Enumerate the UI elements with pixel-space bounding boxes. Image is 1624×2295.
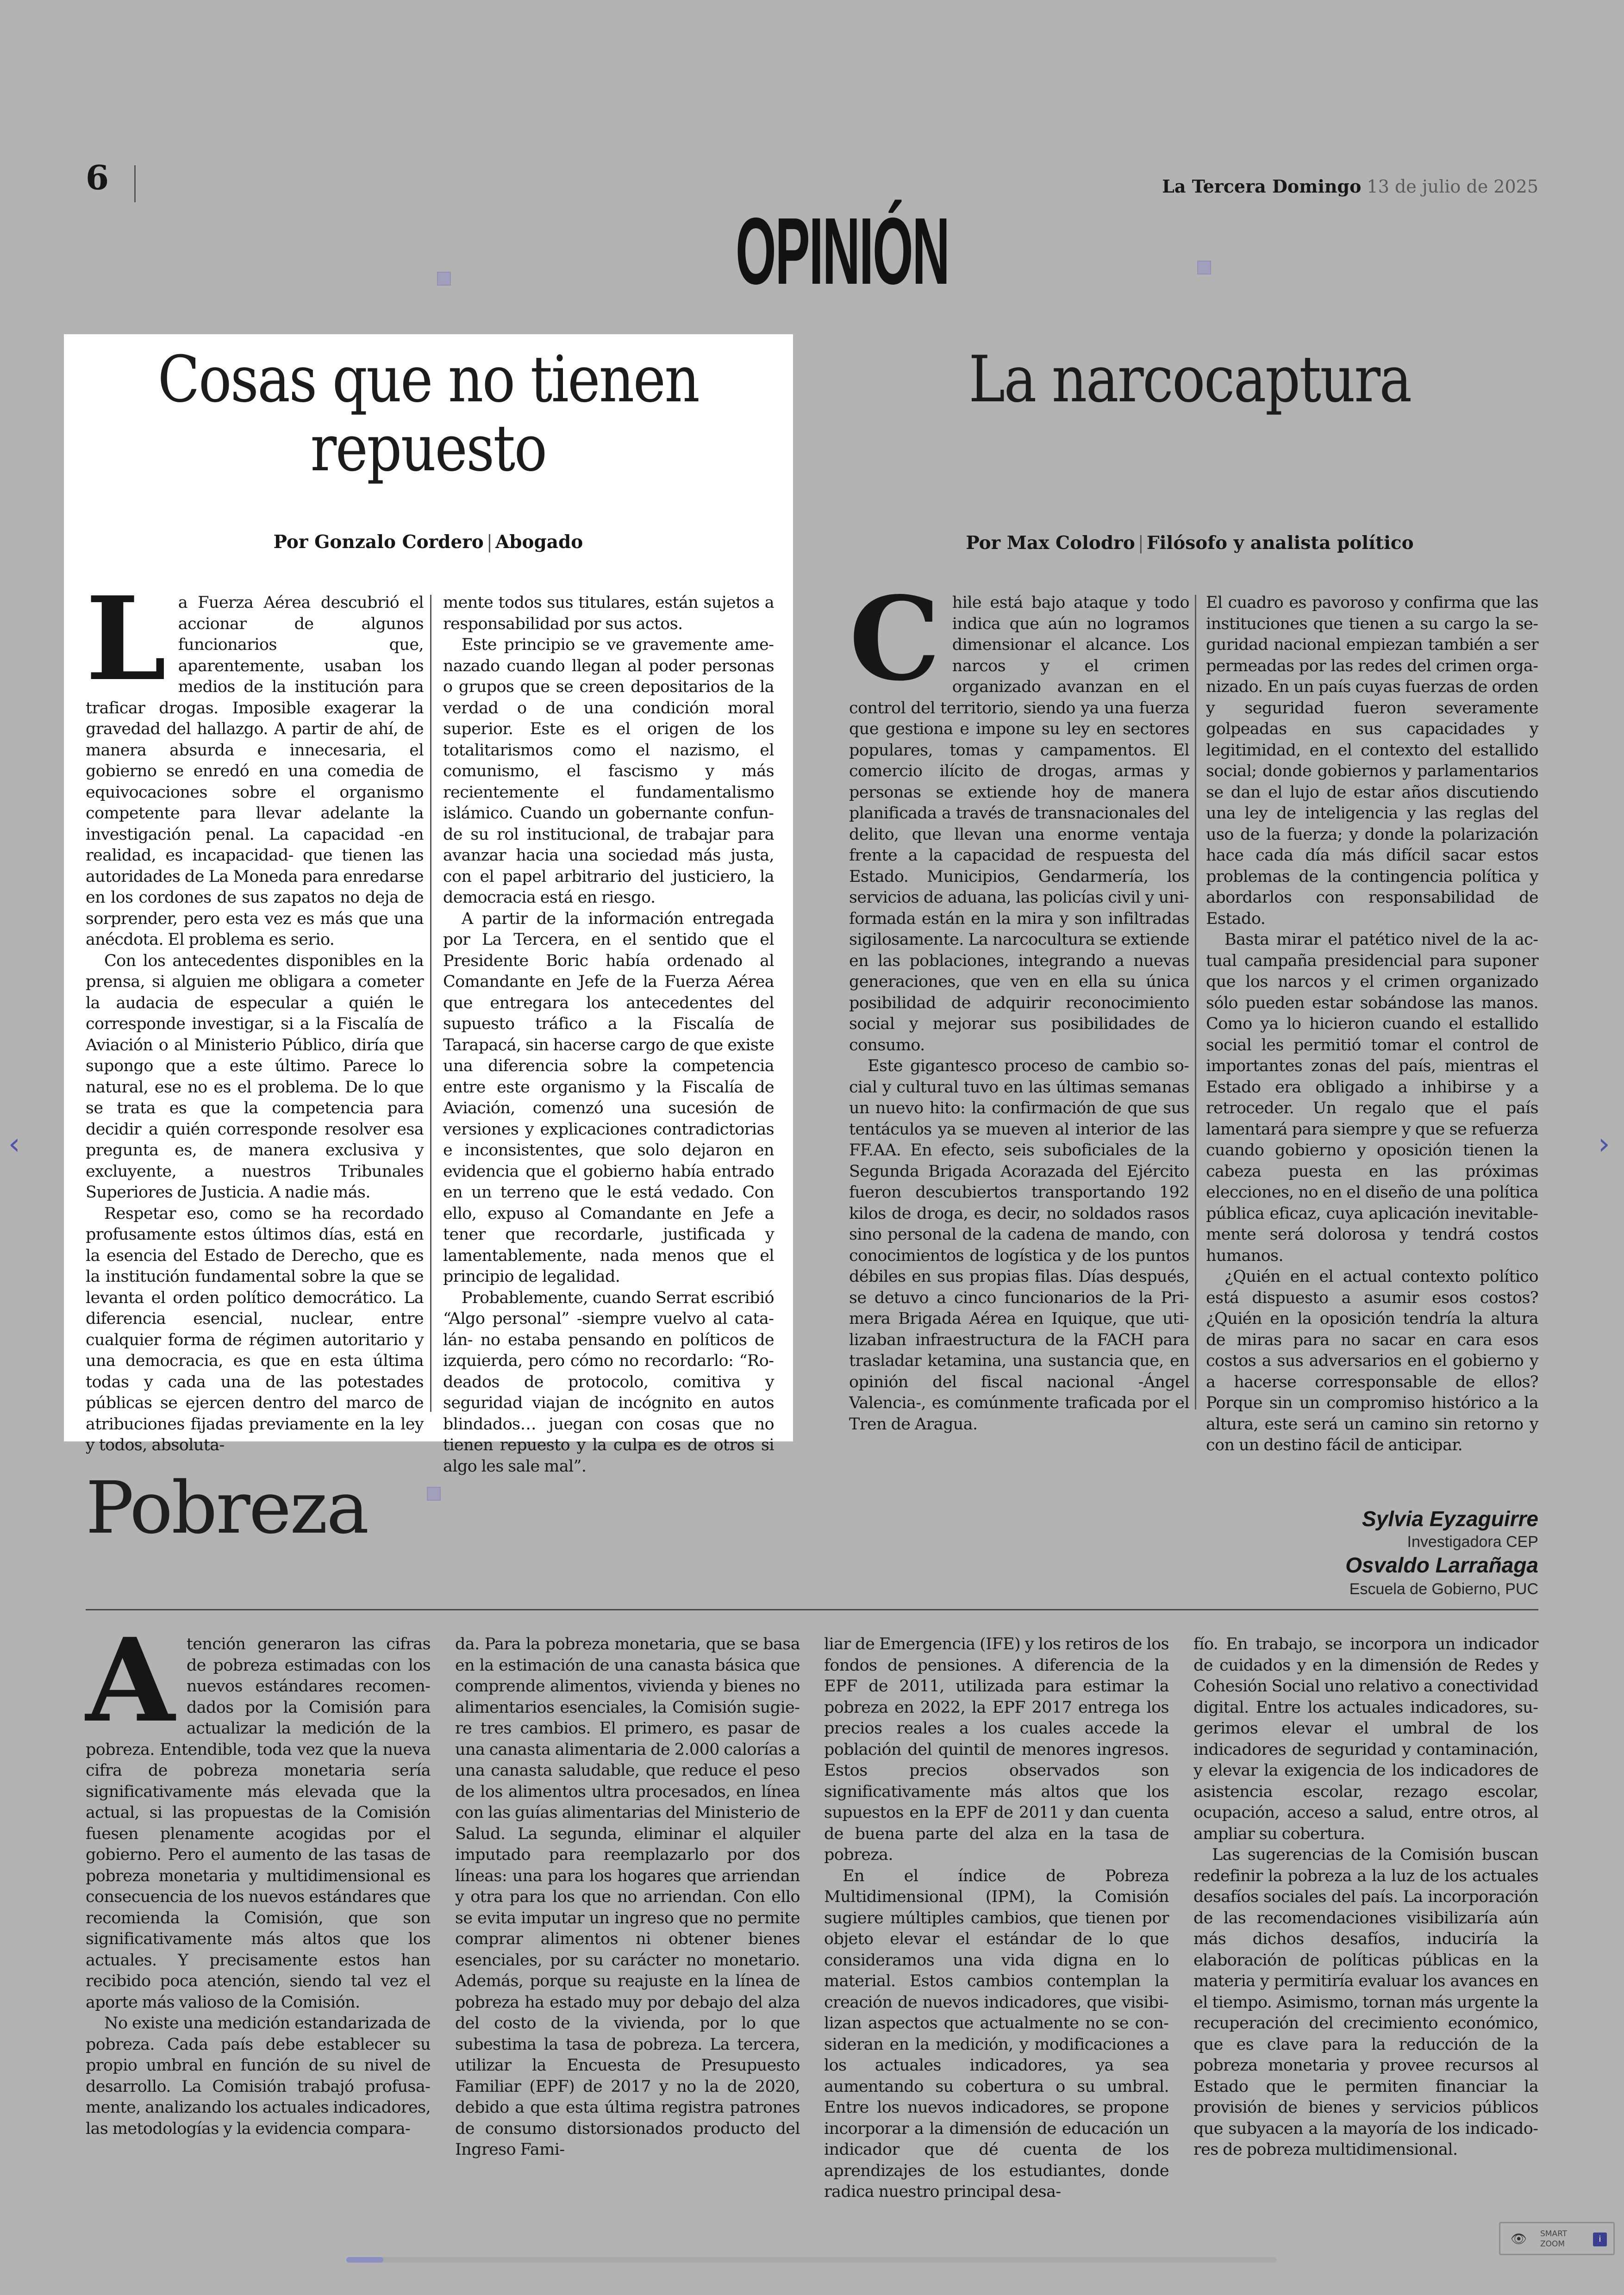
article-column <box>824 1634 1169 2201</box>
smart-zoom-button[interactable] <box>1499 2222 1615 2255</box>
author-role: Escuela de Gobierno, PUC <box>1349 1580 1538 1598</box>
column-rule <box>430 595 431 1412</box>
masthead-info <box>1162 178 1538 195</box>
article-column <box>1193 1634 1538 2166</box>
zoom-hotspot-icon[interactable] <box>437 272 451 286</box>
article-column <box>443 592 774 1476</box>
paragraph: a Fuerza Aérea descubrió el accionar de algunos funcionarios que, aparentemente, usaban los medios de la institución para traficar drogas. Imposible exagerar la gravedad del hallazgo. A partir de ahí, de manera absurda e innecesaria, el gobierno se enredó en una comedia de equivocaciones sobre el organismo competente para llevar adelante la investigación penal. La capacidad -en realidad, es incapacidad- que tienen las autoridades de La Moneda para enredarse en los cordones de sus zapatos no deja de sorprender, pero esta vez es más que una anécdota. El problema es serio. <box>86 593 424 949</box>
paragraph: Con los antecedentes disponibles en la prensa, si alguien me obligara a cometer la audacia de especular a quién le corresponde investigar, si a la Fiscalía de Aviación o al Ministerio Público, diría que supongo que a este último. Parece lo natural, ese no es el problema. De lo que se trata es que la competencia para decidir a quién corresponde resolver esa pregunta es, de manera exclusiva y excluyente, a nuestros Tribunales Superiores de Justicia. A nadie más. <box>86 951 424 1202</box>
page-number: 6 <box>86 158 109 197</box>
drop-cap: A <box>86 1613 175 1748</box>
paragraph: Respetar eso, como se ha recordado profusamente estos últimos días, está en la esencia del Estado de Derecho, que es la institución fundamental sobre la que se levanta el orden político democrático. La diferencia esencial, nuclear, entre cualquier forma de régimen autoritario y una democracia, es que en esta última todas y cada una de las potestades públicas se ejercen dentro del marco de atribuciones fijadas previamente en la ley y todos, absoluta- <box>86 1204 424 1454</box>
paragraph: El cuadro es pavoroso y confirma que las instituciones que tienen a su cargo la seguridad nacional empiezan también a ser permeadas por las redes del crimen organizado. En un país cuyas fuerzas de orden y seguridad fueron severamente golpeadas en sus capacidades y legitimidad, en el contexto del estallido social; donde gobiernos y parlamentarios se dan el lujo de estar años discutiendo una ley de inteligencia y las reglas del uso de la fuerza; y donde la polarización hace cada día más difícil sacar estos problemas de la contingencia política y abordarlos con responsabilidad de Estado. <box>1206 593 1538 928</box>
byline-author: Por Gonzalo Cordero <box>273 531 484 553</box>
article-rule <box>86 1609 1538 1610</box>
article-byline: Por Gonzalo Cordero | Abogado <box>273 531 583 553</box>
paragraph: ¿Quién en el actual contexto político está dispuesto a asumir esos costos? ¿Quién en la oposición tendría la altura de miras para no sacar en cara esos costos a sus adversarios en el gobierno y a hacerse corresponsable de ellos? Porque sin un compromiso histórico a la altura, este será un camino sin retorno y con un destino fácil de anticipar. <box>1206 1267 1538 1454</box>
byline-author: Por Max Colodro <box>966 532 1135 554</box>
paragraph: Este gigantesco proceso de cambio social y cultural tuvo en las últimas semanas un nuevo hito: la confirmación de que sus tentáculos ya se mueven al interior de las FF.AA. En efecto, seis suboficiales de la Segunda Brigada Acorazada del Ejército fueron descubiertos transportando 192 kilos de droga, es decir, no soldados rasos sino personal de la cadena de mando, con conocimientos de logística y de los puntos débiles en sus propias filas. Días después, se detuvo a cinco funcionarios de la Primera Brigada Aérea en Iquique, que utilizaban infraestructura de la FACH para trasladar ketamina, una sustancia que, en opinión del fiscal nacional -Ángel Valencia-, es comúnmente traficada por el Tren de Aragua. <box>849 1057 1189 1434</box>
paragraph: Probablemente, cuando Serrat escribió “Algo personal” -siempre vuelvo al catalán- no estaba pensando en políticos de izquierda, pero cómo no recordarlo: “Rodeados de protocolo, comitiva y seguridad viajan de incógnito en autos blindados… juegan con cosas que no tienen repuesto y la culpa es de otros si algo les sale mal”. <box>443 1288 774 1476</box>
drop-cap: C <box>849 572 940 706</box>
column-rule <box>1195 595 1196 1409</box>
article-column <box>86 572 424 1454</box>
byline-role: Filósofo y analista político <box>1146 532 1414 554</box>
paragraph: da. Para la pobreza monetaria, que se basa en la estimación de una canasta básica que comprende alimentos, vivienda y bienes no alimentarios esenciales, la Comisión sugiere tres cambios. El primero, es pasar de una canasta alimentaria de 2.000 calorías a una canasta saludable, que reduce el peso de los alimentos ultra procesados, en línea con las guías alimentarias del Ministerio de Salud. La segunda, eliminar el alquiler imputado para reemplazarlo por dos líneas: una para los hogares que arriendan y otra para los que no arriendan. Con ello se evita imputar un ingreso que no permite comprar alimentos ni obtener bienes esenciales, por su carácter no monetario. Además, porque su reajuste en la línea de pobreza ha estado muy por debajo del alza del costo de la vivienda, por lo que subestima la tasa de pobreza. La tercera, utilizar la Encuesta de Presupuesto Familiar (EPF) de 2017 y no la de 2020, debido a que esta última registra patrones de consumo distorsionados producto del Ingreso Fami- <box>455 1635 800 2159</box>
article-column <box>455 1634 800 2166</box>
paragraph: liar de Emergencia (IFE) y los retiros de los fondos de pensiones. A diferencia de la EPF de 2011, utilizada para estimar la pobreza en 2022, la EPF 2017 entrega los precios reales a los cuales accede la población del quintil de menores ingresos. Estos precios observados son significativamente más altos que los supuestos en la EPF de 2011 y dan cuenta de buena parte del alza en la tasa de pobreza. <box>824 1635 1169 1864</box>
page-number-divider <box>134 165 136 202</box>
info-icon[interactable]: i <box>1593 2233 1607 2246</box>
byline-role: Abogado <box>495 531 583 553</box>
paragraph: fío. En trabajo, se incorpora un indicador de cuidados y en la dimensión de Redes y Cohesión Social uno relativo a conectividad digital. Entre los actuales indicadores, sugerimos elevar el umbral de los indicadores de seguridad y contaminación, y elevar la exigencia de los indicadores de asistencia escolar, rezago escolar, ocupación, acceso a salud, entre otros, al ampliar su cobertura. <box>1193 1635 1538 1843</box>
paragraph: En el índice de Pobreza Multidimensional (IPM), la Comisión sugiere múltiples cambios, que tienen por objeto elevar el estándar de lo que consideramos una vida digna en lo material. Estos cambios contemplan la creación de nuevos indicadores, que visibilizan aspectos que actualmente no se consideran en la medición, y modificaciones a los actuales indicadores, ya sea aumentando su cobertura o su umbral. Entre los nuevos indicadores, se propone incorporar a la dimensión de educación un indicador que dé cuenta de los aprendizajes de los estudiantes, donde radica nuestro principal desa- <box>824 1866 1169 2201</box>
paragraph: Este principio se ve gravemente amenazado cuando llegan al poder personas o grupos que se creen depositarios de la verdad o de una condición moral superior. Este es el origen de los totalitarismos como el nazismo, el comunismo, el fascismo y más recientemente el fundamentalismo islámico. Cuando un gobernante confunde su rol institucional, de trabajar para avanzar hacia una sociedad más justa, con el papel arbitrario del justiciero, la democracia está en riesgo. <box>443 636 774 907</box>
article-column <box>1206 592 1538 1454</box>
eye-icon: 👁 <box>1511 2231 1527 2246</box>
section-title: OPINIÓN <box>736 198 949 304</box>
article-headline: Pobreza <box>86 1466 368 1550</box>
article-headline: La narcocaptura <box>968 342 1411 417</box>
smart-zoom-label: SMART ZOOM <box>1540 2229 1568 2249</box>
article-column <box>86 1613 431 2166</box>
paragraph: No existe una medición estandarizada de pobreza. Cada país debe establecer su propio umbral en función de su nivel de desarrollo. La Comisión trabajó profusamente, analizando los actuales indicadores, las metodologías y la evidencia compara- <box>86 2014 431 2138</box>
article-column <box>849 572 1189 1434</box>
chevron-left-icon[interactable]: ‹ <box>8 1127 20 1161</box>
zoom-hotspot-icon[interactable] <box>427 1487 441 1501</box>
paragraph: A partir de la información entregada por La Tercera, en el sentido que el Presidente Boric había ordenado al Comandante en Jefe de la Fuerza Aérea que entregara los antecedentes del supuesto tráfico a la Fiscalía de Tarapacá, sin hacerse cargo de que existe una diferencia sobre la competencia entre este organismo y la Fiscalía de Aviación, comenzó una sucesión de versiones y explicaciones contradictorias e inconsistentes, que solo dejaron en evidencia que el gobierno había entrado en un terreno que le está vedado. Con ello, expuso al Comandante en Jefe a tener que recordarle, justificada y lamentablemente, nada menos que el principio de legalidad. <box>443 909 774 1286</box>
page-scrollbar-thumb[interactable] <box>346 2257 383 2263</box>
publication-date: 13 de julio de 2025 <box>1367 176 1538 197</box>
author-name: Sylvia Eyzaguirre <box>1362 1507 1538 1531</box>
paragraph: Las sugerencias de la Comisión buscan redefinir la pobreza a la luz de los actuales desafíos sociales del país. La incorporación de las recomendaciones visibilizaría aún más dichos desafíos, induciría la elaboración de políticas públicas en la materia y permitiría evaluar los avances en el tiempo. Asimismo, tornan más urgente la recuperación del crecimiento económico, que es clave para la reducción de la pobreza monetaria y provee recursos al Estado que le permiten financiar la provisión de bienes y servicios públicos que subyacen a la mayoría de los indicadores de pobreza multidimensional. <box>1193 1846 1538 2159</box>
author-name: Osvaldo Larrañaga <box>1345 1553 1538 1577</box>
publication-name: La Tercera Domingo <box>1162 176 1362 197</box>
author-role: Investigadora CEP <box>1407 1533 1538 1551</box>
zoom-hotspot-icon[interactable] <box>1197 261 1211 274</box>
paragraph: tención generaron las cifras de pobreza estimadas con los nuevos estándares recomendados por la Comisión para actualizar la medición de la pobreza. Entendible, toda vez que la nueva cifra de pobreza monetaria sería significativamente más elevada que la actual, si las propuestas de la Comisión fuesen plenamente acogidas por el gobierno. Pero el aumento de las tasas de pobreza monetaria y multidimensional es consecuencia de los nuevos estándares que recomienda la Comisión, que son significativamente más altos que los actuales. Y precisamente estos han recibido poca atención, siendo tal vez el aporte más valioso de la Comisión. <box>86 1635 431 2012</box>
page-scrollbar[interactable] <box>346 2257 1277 2263</box>
article-byline: Por Max Colodro | Filósofo y analista político <box>966 532 1414 554</box>
article-headline: Cosas que no tienen repuesto <box>157 342 699 486</box>
drop-cap: L <box>86 572 166 706</box>
paragraph: hile está bajo ataque y todo indica que aún no logramos dimensionar el alcance. Los narcos y el crimen organizado avanzan en el control del territorio, siendo ya una fuerza que gestiona e impone su ley en sectores populares, tomas y campamentos. El comercio ilícito de drogas, armas y personas se extiende hoy de manera planificada a través de transnacionales del delito, que llevan una enorme ventaja frente a la capacidad de respuesta del Estado. Municipios, Gendarmería, los servicios de aduana, las policías civil y uniformada están en la mira y son infiltradas sigilosamente. La narcocultura se extiende en las poblaciones, integrando a nuevas generaciones, que ven en ella su única posibilidad de adquirir reconocimiento social y mejorar sus posibilidades de consumo. <box>849 593 1189 1054</box>
paragraph: Basta mirar el patético nivel de la actual campaña presidencial para suponer que los narcos y el crimen organizado sólo pueden estar sobándose las manos. Como ya lo hicieron cuando el estallido social les permitió tomar el control de importantes zonas del país, mientras el Estado era obligado a inhibirse y a retroceder. Un regalo que el país lamentará para siempre y que se refuerza cuando gobierno y oposición tienen la cabeza puesta en las próximas elecciones, no en el diseño de una política pública eficaz, cuya aplicación inevitablemente será dolorosa y tendrá costos humanos. <box>1206 930 1538 1265</box>
paragraph: mente todos sus titulares, están sujetos a responsabilidad por sus actos. <box>443 593 774 633</box>
chevron-right-icon[interactable]: › <box>1598 1127 1610 1161</box>
